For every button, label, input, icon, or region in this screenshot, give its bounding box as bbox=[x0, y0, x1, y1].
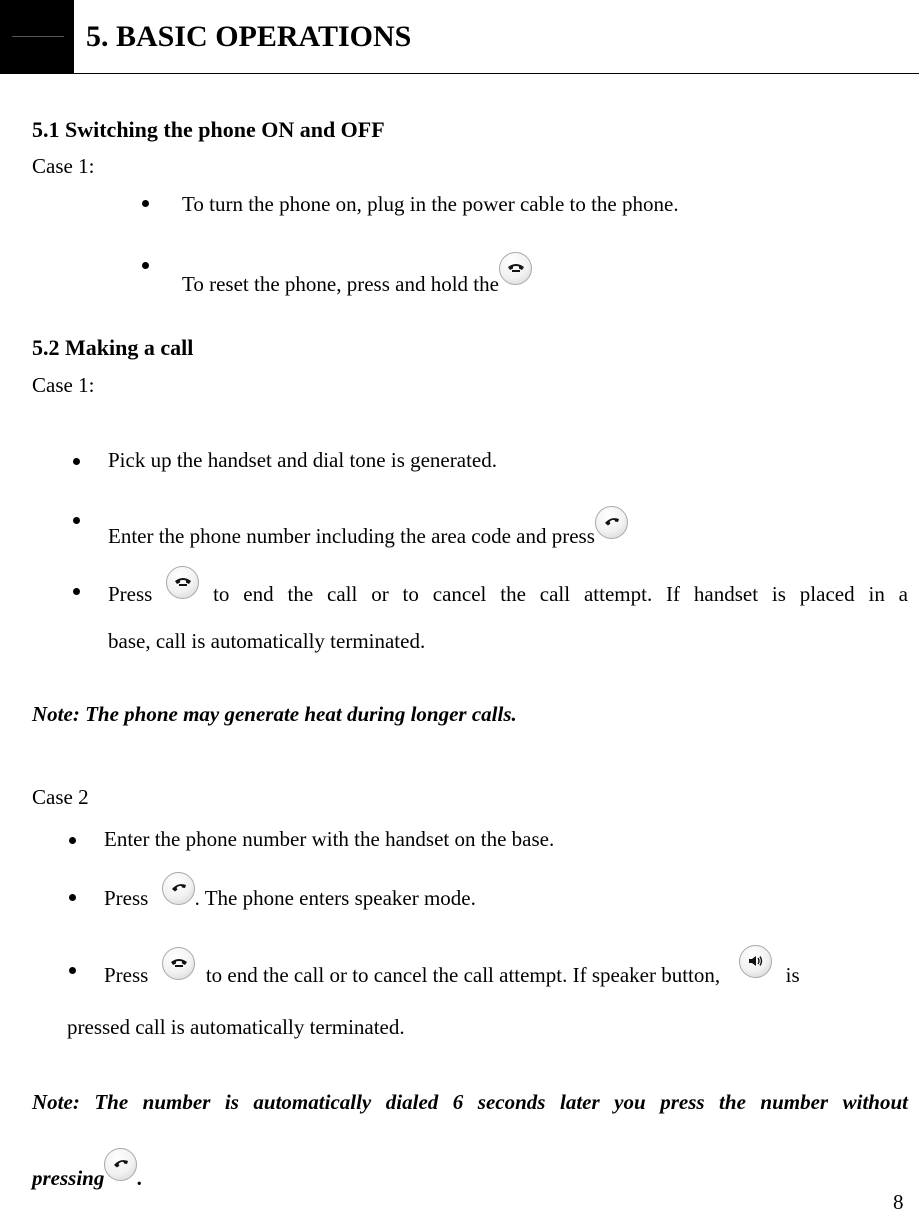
bullet-item bbox=[108, 566, 908, 607]
bullet-dot bbox=[142, 262, 149, 269]
bullet-dot bbox=[73, 517, 80, 524]
bullet-dot bbox=[73, 458, 80, 465]
speaker-icon bbox=[739, 945, 772, 978]
note-text: . bbox=[137, 1166, 143, 1190]
note-text: pressing bbox=[32, 1166, 105, 1190]
phone-handset-icon bbox=[162, 947, 195, 980]
bullet-text-cont: pressed call is automatically terminated. bbox=[67, 1015, 405, 1039]
bullet-text: Press bbox=[104, 886, 149, 910]
note-auto-dial-cont bbox=[32, 1148, 143, 1191]
chapter-marker bbox=[0, 0, 74, 74]
bullet-text: Enter the phone number with the handset on the base. bbox=[104, 827, 555, 851]
header-rule bbox=[74, 73, 919, 74]
bullet-item bbox=[108, 506, 628, 549]
bullet-dot bbox=[142, 200, 149, 207]
bullet-text: to end the call or to cancel the call attempt. If handset is placed in a bbox=[213, 582, 909, 606]
phone-handset-icon bbox=[162, 872, 195, 905]
bullet-text: To turn the phone on, plug in the power cable to the phone. bbox=[182, 192, 679, 216]
chapter-title: 5. BASIC OPERATIONS bbox=[86, 20, 412, 53]
section-heading-5-1: 5.1 Switching the phone ON and OFF bbox=[32, 117, 385, 142]
bullet-text-cont: base, call is automatically terminated. bbox=[108, 629, 426, 653]
bullet-text: . The phone enters speaker mode. bbox=[194, 886, 476, 910]
bullet-dot bbox=[69, 894, 76, 901]
bullet-dot bbox=[69, 837, 76, 844]
phone-handset-icon bbox=[104, 1148, 137, 1181]
bullet-dot bbox=[69, 967, 76, 974]
page-number: 8 bbox=[893, 1190, 904, 1214]
bullet-text: Press bbox=[108, 582, 153, 606]
phone-handset-icon bbox=[166, 566, 199, 599]
bullet-text: Enter the phone number including the area code and press bbox=[108, 524, 595, 548]
bullet-text: Pick up the handset and dial tone is generated. bbox=[108, 448, 497, 472]
bullet-item bbox=[104, 872, 476, 911]
bullet-text: to end the call or to cancel the call attempt. If speaker button, bbox=[205, 963, 721, 987]
phone-handset-icon bbox=[499, 252, 532, 285]
bullet-item bbox=[182, 252, 532, 297]
note-auto-dial: Note: The number is automatically dialed 6 seconds later you press the number without bbox=[32, 1090, 908, 1114]
phone-handset-icon bbox=[595, 506, 628, 539]
case-label: Case 1: bbox=[32, 373, 95, 397]
note-heat: Note: The phone may generate heat during longer calls. bbox=[32, 702, 517, 726]
case-label: Case 1: bbox=[32, 154, 95, 178]
bullet-text: Press bbox=[104, 963, 149, 987]
case-label: Case 2 bbox=[32, 785, 89, 809]
section-heading-5-2: 5.2 Making a call bbox=[32, 335, 194, 360]
bullet-item bbox=[104, 945, 800, 988]
bullet-text: is bbox=[785, 963, 800, 987]
bullet-dot bbox=[73, 588, 80, 595]
bullet-text: To reset the phone, press and hold the bbox=[182, 272, 499, 296]
